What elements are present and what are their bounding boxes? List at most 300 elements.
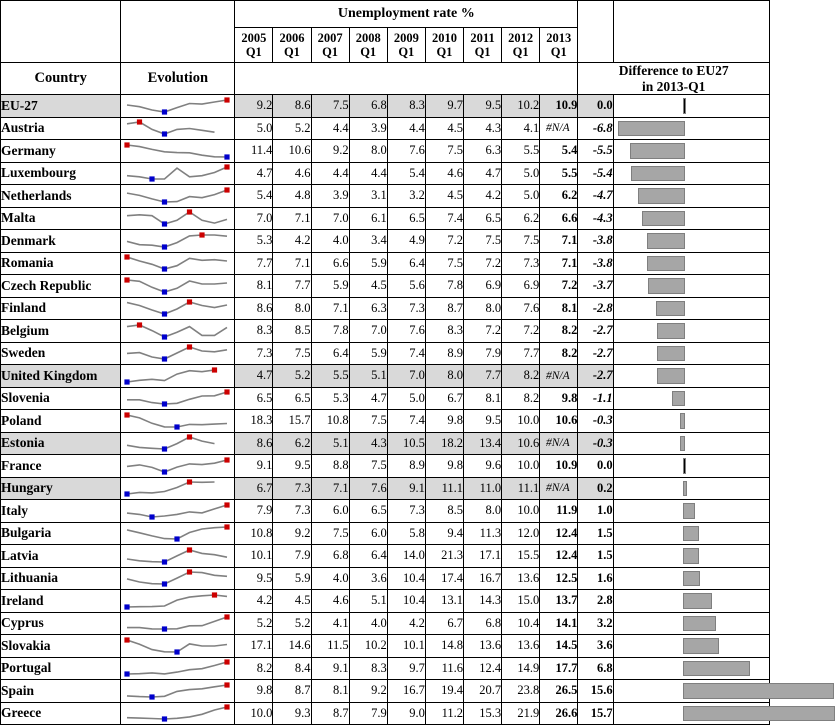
value-cell: 10.4 [387, 567, 425, 590]
value-cell: 13.4 [464, 432, 502, 455]
value-cell: 3.1 [349, 185, 387, 208]
corner-blank-evolution [121, 1, 235, 63]
value-cell: 6.1 [349, 207, 387, 230]
value-cell: 5.0 [502, 162, 540, 185]
value-cell: 9.6 [464, 455, 502, 478]
difference-bar-fill [647, 233, 685, 249]
difference-value: -2.8 [578, 297, 613, 320]
difference-bar [613, 95, 769, 118]
value-cell: 4.1 [502, 117, 540, 140]
table-row [1, 500, 770, 523]
country-label: Italy [1, 500, 121, 523]
table-row [1, 140, 770, 163]
value-cell: 8.3 [425, 320, 463, 343]
table-row [1, 612, 770, 635]
value-cell: 4.4 [349, 162, 387, 185]
difference-value: -1.1 [578, 387, 613, 410]
value-cell: 7.6 [502, 297, 540, 320]
value-cell: 7.7 [235, 252, 273, 275]
difference-bar-fill [683, 661, 750, 677]
difference-bar-fill [680, 436, 685, 452]
value-cell: 8.0 [349, 140, 387, 163]
value-cell: 15.7 [273, 410, 311, 433]
value-cell: 10.0 [502, 410, 540, 433]
header-year-value: 2010 [431, 31, 457, 45]
evolution-sparkline [121, 680, 235, 703]
difference-value: 1.5 [578, 522, 613, 545]
header-quarter-value: Q1 [360, 45, 377, 59]
difference-bar-fill [683, 548, 699, 564]
difference-bar-fill [683, 593, 712, 609]
country-label: Estonia [1, 432, 121, 455]
value-cell: 3.9 [311, 185, 349, 208]
corner-blank-country [1, 1, 121, 63]
value-cell: 18.3 [235, 410, 273, 433]
value-cell: 7.3 [502, 252, 540, 275]
country-label: United Kingdom [1, 365, 121, 388]
difference-value: -3.8 [578, 230, 613, 253]
value-cell: 4.7 [235, 162, 273, 185]
value-cell: 7.0 [349, 320, 387, 343]
table-row [1, 455, 770, 478]
difference-bar-fill [630, 143, 685, 159]
value-cell: 9.5 [464, 410, 502, 433]
value-cell: 7.2 [464, 320, 502, 343]
value-cell: 4.5 [273, 590, 311, 613]
difference-bar [613, 545, 769, 568]
value-cell: 9.5 [235, 567, 273, 590]
table-row [1, 680, 770, 703]
country-label: Greece [1, 702, 121, 725]
value-cell: 26.6 [540, 702, 578, 725]
value-cell: 5.3 [311, 387, 349, 410]
value-cell: 7.1 [540, 230, 578, 253]
header-year-2005 [235, 28, 273, 63]
table-row [1, 252, 770, 275]
value-cell: 7.3 [387, 500, 425, 523]
difference-value: 15.6 [578, 680, 613, 703]
value-cell: 7.5 [464, 230, 502, 253]
header-year-value: 2012 [508, 31, 534, 45]
difference-bar [613, 680, 769, 703]
difference-value: -0.3 [578, 432, 613, 455]
table-row [1, 702, 770, 725]
value-cell: 10.0 [235, 702, 273, 725]
value-cell: 14.1 [540, 612, 578, 635]
difference-value: 3.6 [578, 635, 613, 658]
evolution-sparkline [121, 365, 235, 388]
value-cell: 12.4 [464, 657, 502, 680]
value-cell: 8.0 [273, 297, 311, 320]
value-cell: 7.9 [235, 500, 273, 523]
value-cell: 17.1 [235, 635, 273, 658]
value-cell: 10.6 [273, 140, 311, 163]
header-year-value: 2011 [470, 31, 495, 45]
difference-value: -5.5 [578, 140, 613, 163]
evolution-sparkline [121, 590, 235, 613]
difference-value: -3.7 [578, 275, 613, 298]
table-row [1, 297, 770, 320]
header-quarter-value: Q1 [398, 45, 415, 59]
difference-bar [613, 522, 769, 545]
value-cell: 7.5 [311, 95, 349, 118]
difference-bar [613, 612, 769, 635]
value-cell: 8.7 [425, 297, 463, 320]
value-cell: 7.0 [235, 207, 273, 230]
value-cell: 11.4 [235, 140, 273, 163]
value-cell: 14.8 [425, 635, 463, 658]
value-cell: 6.9 [502, 275, 540, 298]
difference-bar-fill [631, 166, 685, 182]
difference-value: -0.3 [578, 410, 613, 433]
evolution-sparkline [121, 95, 235, 118]
value-cell: 5.9 [273, 567, 311, 590]
country-label: Bulgaria [1, 522, 121, 545]
value-cell: 11.1 [425, 477, 463, 500]
difference-bar [613, 635, 769, 658]
value-cell: 7.4 [387, 410, 425, 433]
value-cell: 10.0 [502, 455, 540, 478]
evolution-sparkline [121, 297, 235, 320]
value-cell: 21.3 [425, 545, 463, 568]
difference-bar-fill [672, 391, 685, 407]
value-cell: 6.8 [349, 95, 387, 118]
difference-bar-fill [683, 98, 686, 114]
value-cell: 7.3 [273, 477, 311, 500]
value-cell: 17.7 [540, 657, 578, 680]
header-year-value: 2013 [546, 31, 572, 45]
value-cell: 10.5 [387, 432, 425, 455]
value-cell: 10.2 [502, 95, 540, 118]
difference-bar [613, 702, 769, 725]
value-cell: 10.4 [502, 612, 540, 635]
table-row [1, 477, 770, 500]
evolution-sparkline [121, 455, 235, 478]
value-cell: 7.7 [464, 365, 502, 388]
value-cell: 4.2 [273, 230, 311, 253]
value-cell: 5.5 [311, 365, 349, 388]
header-difference-line2: in 2013-Q1 [641, 78, 706, 94]
difference-value: 1.0 [578, 500, 613, 523]
value-cell: 7.5 [502, 230, 540, 253]
value-cell: 6.5 [235, 387, 273, 410]
value-cell: 9.2 [235, 95, 273, 118]
value-cell: 6.7 [425, 387, 463, 410]
value-cell: 8.1 [540, 297, 578, 320]
difference-value: -2.7 [578, 365, 613, 388]
difference-value: -6.8 [578, 117, 613, 140]
value-cell: 6.8 [464, 612, 502, 635]
value-cell: 5.0 [502, 185, 540, 208]
evolution-sparkline [121, 432, 235, 455]
table-body [1, 95, 770, 725]
difference-bar [613, 162, 769, 185]
value-cell: 4.2 [387, 612, 425, 635]
value-cell: 6.5 [349, 500, 387, 523]
value-na: #N/A [540, 432, 578, 455]
value-cell: 13.6 [464, 635, 502, 658]
value-cell: 4.7 [235, 365, 273, 388]
difference-value: -4.3 [578, 207, 613, 230]
difference-value: 15.7 [578, 702, 613, 725]
difference-value: 3.2 [578, 612, 613, 635]
value-cell: 6.4 [387, 252, 425, 275]
difference-bar [613, 207, 769, 230]
value-cell: 7.1 [273, 252, 311, 275]
table-row [1, 432, 770, 455]
value-cell: 5.8 [387, 522, 425, 545]
value-cell: 8.0 [464, 297, 502, 320]
value-cell: 5.4 [235, 185, 273, 208]
header-quarter-value: Q1 [436, 45, 453, 59]
value-cell: 14.3 [464, 590, 502, 613]
value-cell: 8.9 [425, 342, 463, 365]
value-cell: 4.5 [349, 275, 387, 298]
evolution-sparkline [121, 477, 235, 500]
value-cell: 8.2 [540, 320, 578, 343]
header-quarter-value: Q1 [245, 45, 262, 59]
value-cell: 8.6 [235, 297, 273, 320]
value-cell: 5.5 [540, 162, 578, 185]
value-cell: 7.3 [273, 500, 311, 523]
value-cell: 4.3 [464, 117, 502, 140]
value-cell: 4.4 [311, 117, 349, 140]
value-cell: 16.7 [387, 680, 425, 703]
header-year-2010 [425, 28, 463, 63]
value-cell: 5.0 [235, 117, 273, 140]
value-cell: 6.5 [387, 207, 425, 230]
country-label: Cyprus [1, 612, 121, 635]
evolution-sparkline [121, 117, 235, 140]
value-cell: 8.7 [273, 680, 311, 703]
value-cell: 9.8 [425, 455, 463, 478]
value-cell: 7.4 [425, 207, 463, 230]
value-cell: 6.6 [540, 207, 578, 230]
value-cell: 8.2 [502, 387, 540, 410]
country-label: Slovenia [1, 387, 121, 410]
value-cell: 9.8 [540, 387, 578, 410]
table-row [1, 545, 770, 568]
value-cell: 12.4 [540, 522, 578, 545]
value-cell: 11.6 [425, 657, 463, 680]
difference-bar-fill [638, 188, 685, 204]
value-cell: 11.5 [311, 635, 349, 658]
value-cell: 10.0 [502, 500, 540, 523]
difference-bar [613, 657, 769, 680]
country-label: EU-27 [1, 95, 121, 118]
difference-bar [613, 140, 769, 163]
difference-value: -2.7 [578, 342, 613, 365]
value-cell: 6.3 [464, 140, 502, 163]
corner-blank-diffbar [613, 1, 769, 63]
value-cell: 5.4 [540, 140, 578, 163]
table-row [1, 365, 770, 388]
value-cell: 7.5 [425, 140, 463, 163]
value-cell: 13.1 [425, 590, 463, 613]
value-cell: 7.6 [387, 320, 425, 343]
value-cell: 5.1 [349, 365, 387, 388]
value-cell: 5.1 [349, 590, 387, 613]
value-cell: 7.3 [387, 297, 425, 320]
value-cell: 8.5 [425, 500, 463, 523]
country-label: Spain [1, 680, 121, 703]
country-label: Netherlands [1, 185, 121, 208]
value-cell: 11.0 [464, 477, 502, 500]
header-year-2006 [273, 28, 311, 63]
evolution-sparkline [121, 230, 235, 253]
difference-bar [613, 455, 769, 478]
value-cell: 12.4 [540, 545, 578, 568]
value-cell: 12.0 [502, 522, 540, 545]
difference-value: 1.6 [578, 567, 613, 590]
value-cell: 8.6 [273, 95, 311, 118]
value-cell: 10.1 [387, 635, 425, 658]
value-cell: 3.2 [387, 185, 425, 208]
value-cell: 7.1 [540, 252, 578, 275]
evolution-sparkline [121, 567, 235, 590]
value-cell: 4.7 [349, 387, 387, 410]
table-row [1, 185, 770, 208]
table-row [1, 410, 770, 433]
value-cell: 6.5 [464, 207, 502, 230]
header-year-2008 [349, 28, 387, 63]
table-row [1, 657, 770, 680]
header-difference-line1: Difference to EU27 [618, 63, 729, 78]
value-cell: 6.0 [311, 500, 349, 523]
value-cell: 9.2 [311, 140, 349, 163]
table-row [1, 590, 770, 613]
value-cell: 9.7 [387, 657, 425, 680]
value-cell: 7.1 [273, 207, 311, 230]
difference-bar-fill [683, 683, 834, 699]
difference-bar-fill [683, 571, 700, 587]
table-row [1, 117, 770, 140]
difference-value: -3.8 [578, 252, 613, 275]
value-cell: 5.9 [349, 252, 387, 275]
value-cell: 9.1 [235, 455, 273, 478]
value-cell: 8.2 [502, 365, 540, 388]
value-cell: 14.0 [387, 545, 425, 568]
value-cell: 9.8 [425, 410, 463, 433]
value-cell: 7.1 [311, 297, 349, 320]
difference-bar-fill [683, 616, 716, 632]
value-cell: 14.5 [540, 635, 578, 658]
value-cell: 8.4 [273, 657, 311, 680]
value-cell: 5.0 [387, 387, 425, 410]
header-year-2013 [540, 28, 578, 63]
header-unemployment-rate: Unemployment rate % [235, 1, 578, 28]
corner-blank-diffnum [578, 1, 613, 63]
value-cell: 9.3 [273, 702, 311, 725]
value-cell: 13.6 [502, 567, 540, 590]
value-cell: 10.4 [387, 590, 425, 613]
header-year-2012 [502, 28, 540, 63]
header-year-value: 2007 [317, 31, 343, 45]
difference-bar-fill [656, 301, 685, 317]
evolution-sparkline [121, 387, 235, 410]
difference-bar-fill [683, 526, 699, 542]
value-cell: 11.9 [540, 500, 578, 523]
evolution-sparkline [121, 320, 235, 343]
evolution-sparkline [121, 410, 235, 433]
value-cell: 11.3 [464, 522, 502, 545]
value-cell: 7.2 [425, 230, 463, 253]
evolution-sparkline [121, 545, 235, 568]
value-cell: 8.1 [235, 275, 273, 298]
value-cell: 6.8 [311, 545, 349, 568]
value-cell: 4.8 [273, 185, 311, 208]
difference-bar [613, 230, 769, 253]
evolution-sparkline [121, 162, 235, 185]
difference-bar [613, 117, 769, 140]
header-difference [578, 63, 770, 95]
header-year-2011 [464, 28, 502, 63]
value-cell: 15.0 [502, 590, 540, 613]
difference-value: 1.5 [578, 545, 613, 568]
value-cell: 4.2 [464, 185, 502, 208]
difference-value: 6.8 [578, 657, 613, 680]
difference-bar [613, 477, 769, 500]
table-row [1, 342, 770, 365]
value-cell: 7.6 [349, 477, 387, 500]
difference-bar-fill [647, 256, 685, 272]
evolution-sparkline [121, 522, 235, 545]
difference-value: 0.2 [578, 477, 613, 500]
value-cell: 8.0 [425, 365, 463, 388]
difference-bar [613, 320, 769, 343]
value-cell: 8.9 [387, 455, 425, 478]
table-row [1, 320, 770, 343]
header-year-value: 2009 [393, 31, 419, 45]
value-cell: 13.7 [540, 590, 578, 613]
value-cell: 8.1 [311, 680, 349, 703]
difference-value: 0.0 [578, 455, 613, 478]
value-cell: 8.5 [273, 320, 311, 343]
table-row [1, 387, 770, 410]
value-cell: 9.1 [387, 477, 425, 500]
country-label: Belgium [1, 320, 121, 343]
value-cell: 8.8 [311, 455, 349, 478]
country-label: Austria [1, 117, 121, 140]
country-label: Germany [1, 140, 121, 163]
header-year-2007 [311, 28, 349, 63]
value-cell: 26.5 [540, 680, 578, 703]
table-row [1, 207, 770, 230]
difference-bar-fill [648, 278, 685, 294]
header-year-value: 2006 [279, 31, 305, 45]
value-cell: 15.3 [464, 702, 502, 725]
value-cell: 4.6 [425, 162, 463, 185]
value-cell: 12.5 [540, 567, 578, 590]
difference-value: -2.7 [578, 320, 613, 343]
value-cell: 3.6 [349, 567, 387, 590]
difference-bar-fill [683, 638, 719, 654]
evolution-sparkline [121, 657, 235, 680]
header-quarter-value: Q1 [283, 45, 300, 59]
value-cell: 4.2 [235, 590, 273, 613]
value-cell: 7.2 [540, 275, 578, 298]
value-cell: 6.6 [311, 252, 349, 275]
value-cell: 6.3 [349, 297, 387, 320]
value-cell: 5.2 [273, 117, 311, 140]
difference-bar [613, 275, 769, 298]
value-cell: 7.7 [502, 342, 540, 365]
value-cell: 6.4 [349, 545, 387, 568]
value-cell: 10.9 [540, 95, 578, 118]
value-cell: 5.5 [502, 140, 540, 163]
value-cell: 7.3 [235, 342, 273, 365]
country-label: Slovakia [1, 635, 121, 658]
